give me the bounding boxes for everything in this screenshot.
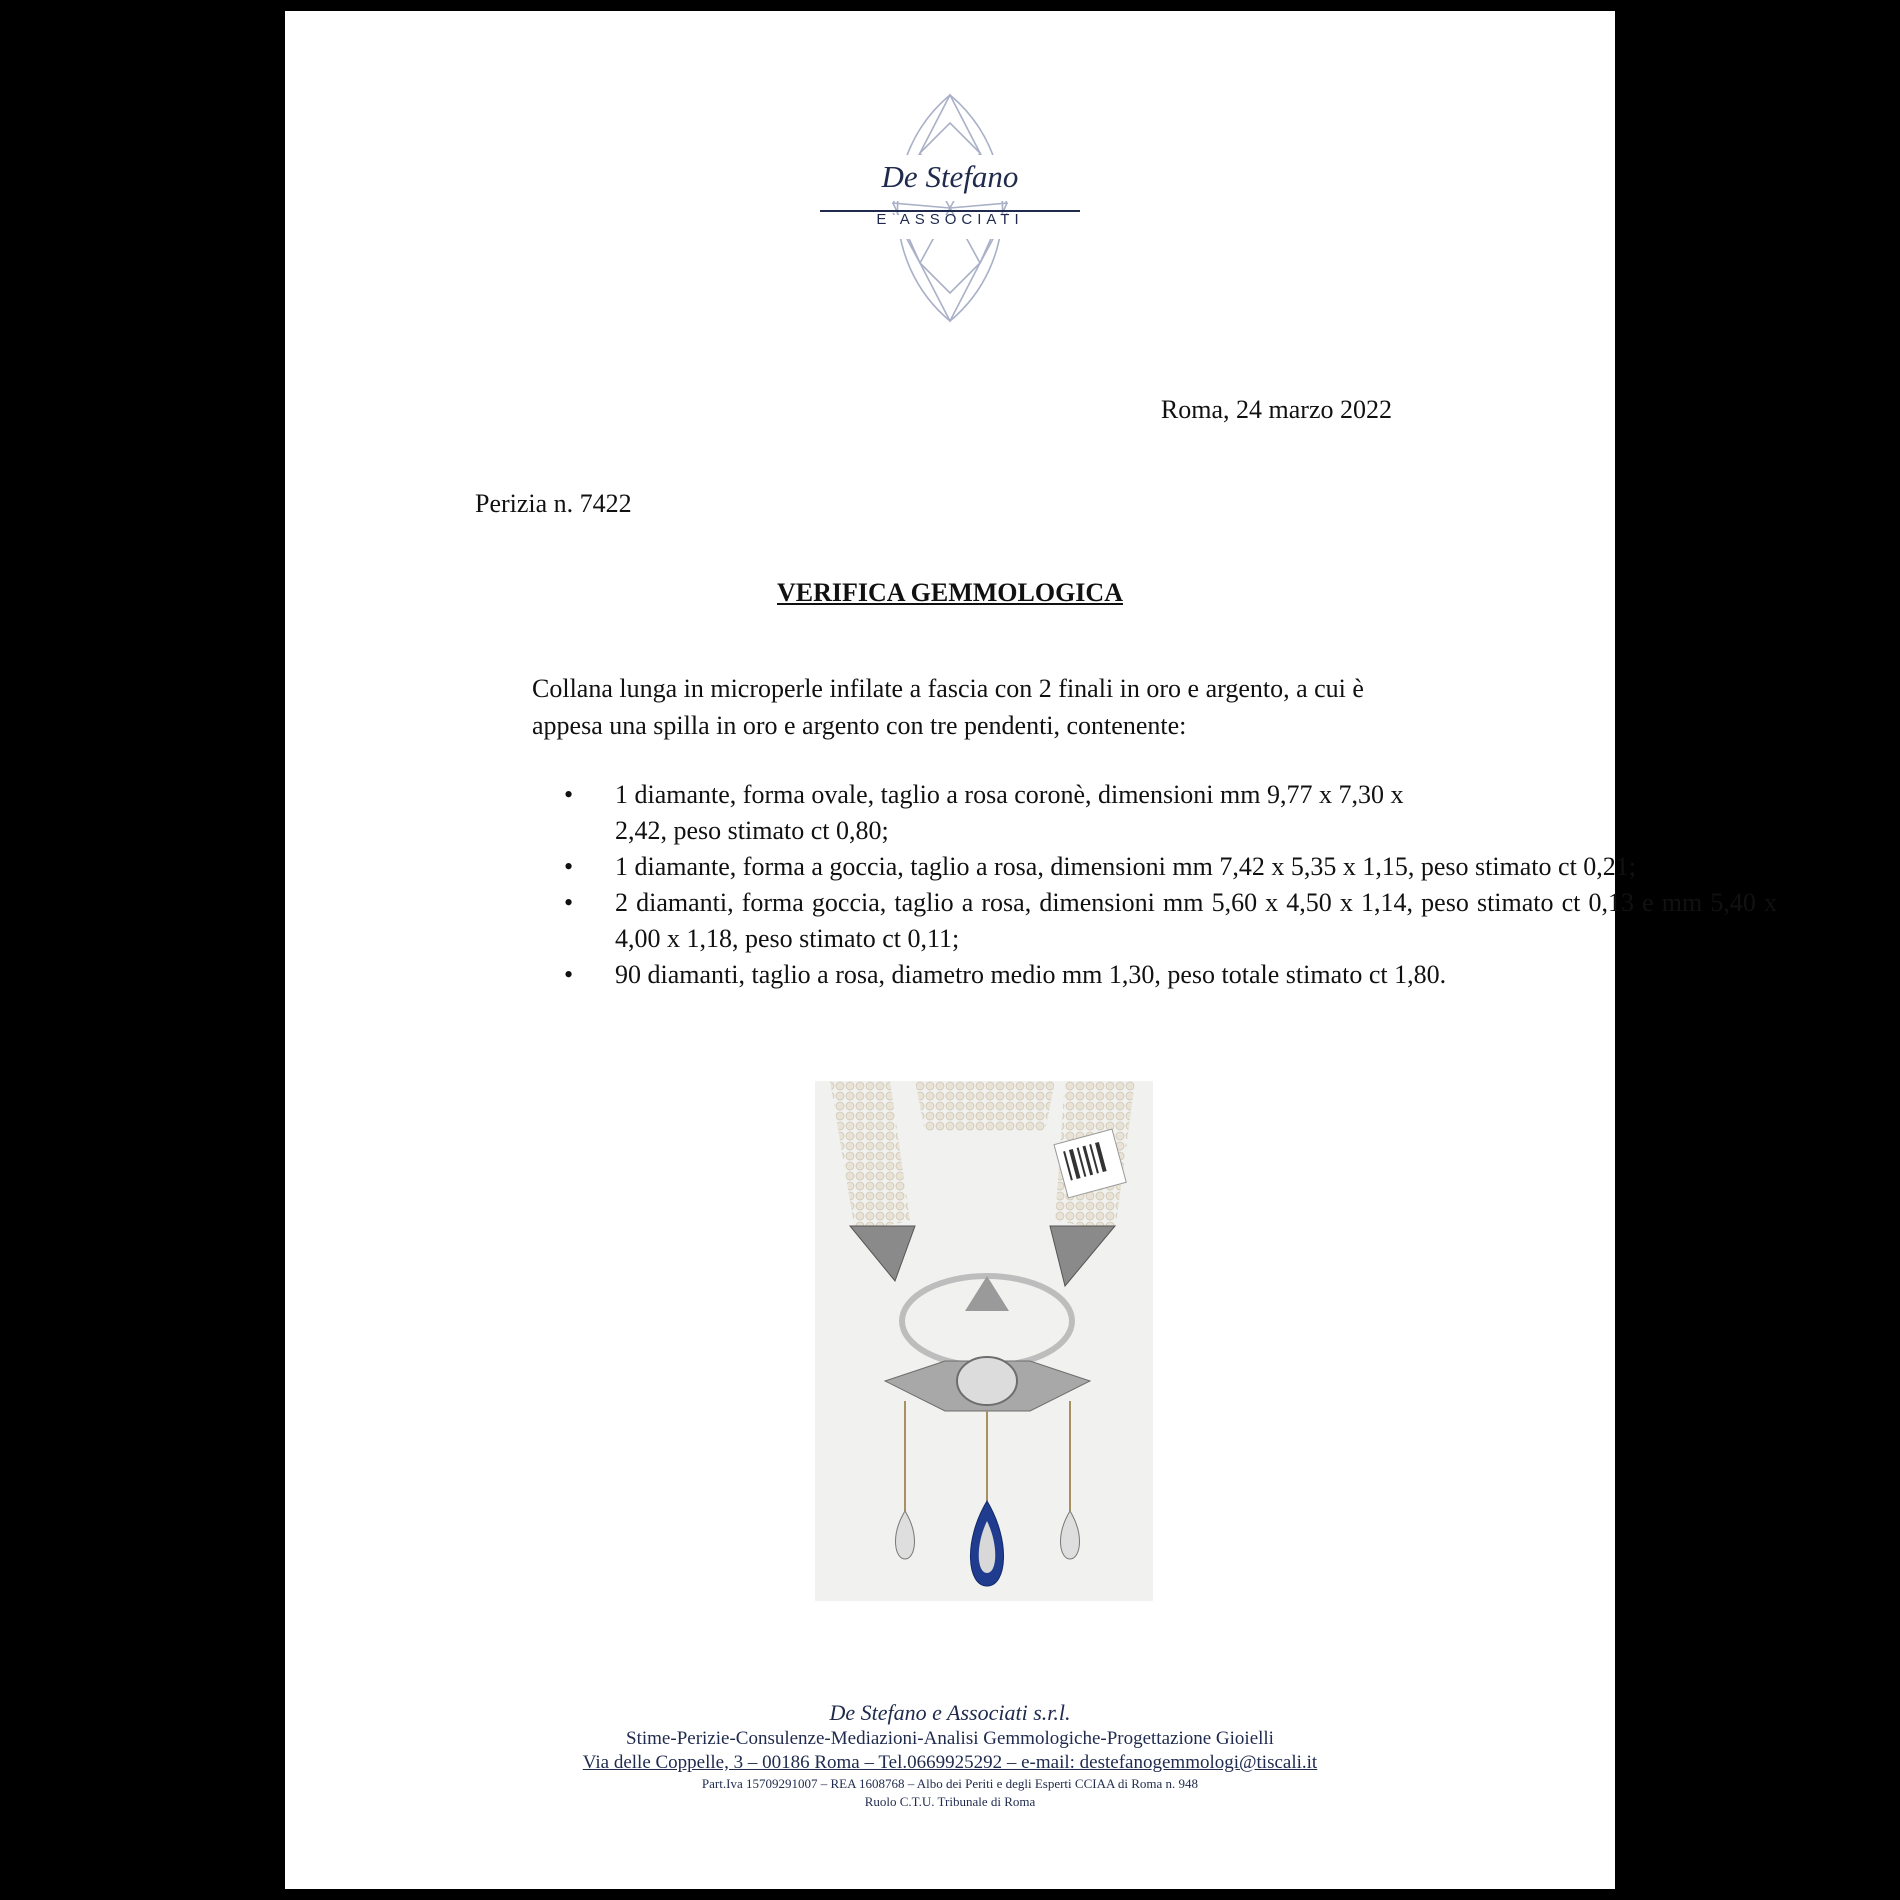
pearl-necklace-pendant-photo bbox=[815, 1081, 1153, 1601]
list-item-text: 1 diamante, forma a goccia, taglio a rosa, dimensioni mm 7,42 x 5,35 x 1,15, peso stimato ct 0,21; bbox=[615, 852, 1637, 881]
bullet: • bbox=[564, 852, 574, 881]
list-item-text: 90 diamanti, taglio a rosa, diametro medio mm 1,30, peso totale stimato ct 1,80. bbox=[615, 960, 1447, 989]
list-item bbox=[532, 957, 1777, 993]
document-page bbox=[285, 11, 1777, 1889]
list-item bbox=[532, 885, 1777, 957]
logo-subtitle: E ASSOCIATI bbox=[876, 211, 1024, 228]
document-title: VERIFICA GEMMOLOGICA bbox=[777, 578, 1123, 607]
footer-company: De Stefano e Associati s.r.l. bbox=[829, 1700, 1071, 1725]
footer-court: Ruolo C.T.U. Tribunale di Roma bbox=[864, 1794, 1036, 1809]
footer-address: Via delle Coppelle, 3 – 00186 Roma – Tel.0669925292 – e-mail: destefanogemmologi@tiscali.it bbox=[582, 1752, 1318, 1773]
gem-list bbox=[532, 777, 1777, 993]
logo-name: De Stefano bbox=[881, 159, 1019, 194]
list-item bbox=[532, 849, 1777, 885]
document-date: Roma, 24 marzo 2022 bbox=[1160, 395, 1392, 424]
bullet: • bbox=[564, 888, 574, 917]
reference-number: Perizia n. 7422 bbox=[475, 489, 632, 518]
company-logo bbox=[820, 93, 1080, 323]
marquise-diamond-icon bbox=[820, 93, 1080, 323]
intro-paragraph: Collana lunga in microperle infilate a fascia con 2 finali in oro e argento, a cui è appesa una spilla in oro e argento con tre pendenti, contenente: bbox=[532, 674, 1364, 740]
list-item bbox=[532, 777, 1425, 849]
bullet: • bbox=[564, 780, 574, 809]
footer-services: Stime-Perizie-Consulenze-Mediazioni-Analisi Gemmologiche-Progettazione Gioielli bbox=[626, 1728, 1274, 1749]
footer bbox=[285, 1699, 1615, 1811]
list-item-text: 1 diamante, forma ovale, taglio a rosa coronè, dimensioni mm 9,77 x 7,30 x 2,42, peso stimato ct 0,80; bbox=[615, 780, 1404, 845]
list-item-text: 2 diamanti, forma goccia, taglio a rosa, dimensioni mm 5,60 x 4,50 x 1,14, peso stimato ct 0,13 e mm 5,40 x 4,00 x 1,18, peso stimato ct 0,11; bbox=[615, 888, 1777, 953]
bullet: • bbox=[564, 960, 574, 989]
footer-registry: Part.Iva 15709291007 – REA 1608768 – Albo dei Periti e degli Esperti CCIAA di Roma n. 948 bbox=[701, 1776, 1199, 1791]
